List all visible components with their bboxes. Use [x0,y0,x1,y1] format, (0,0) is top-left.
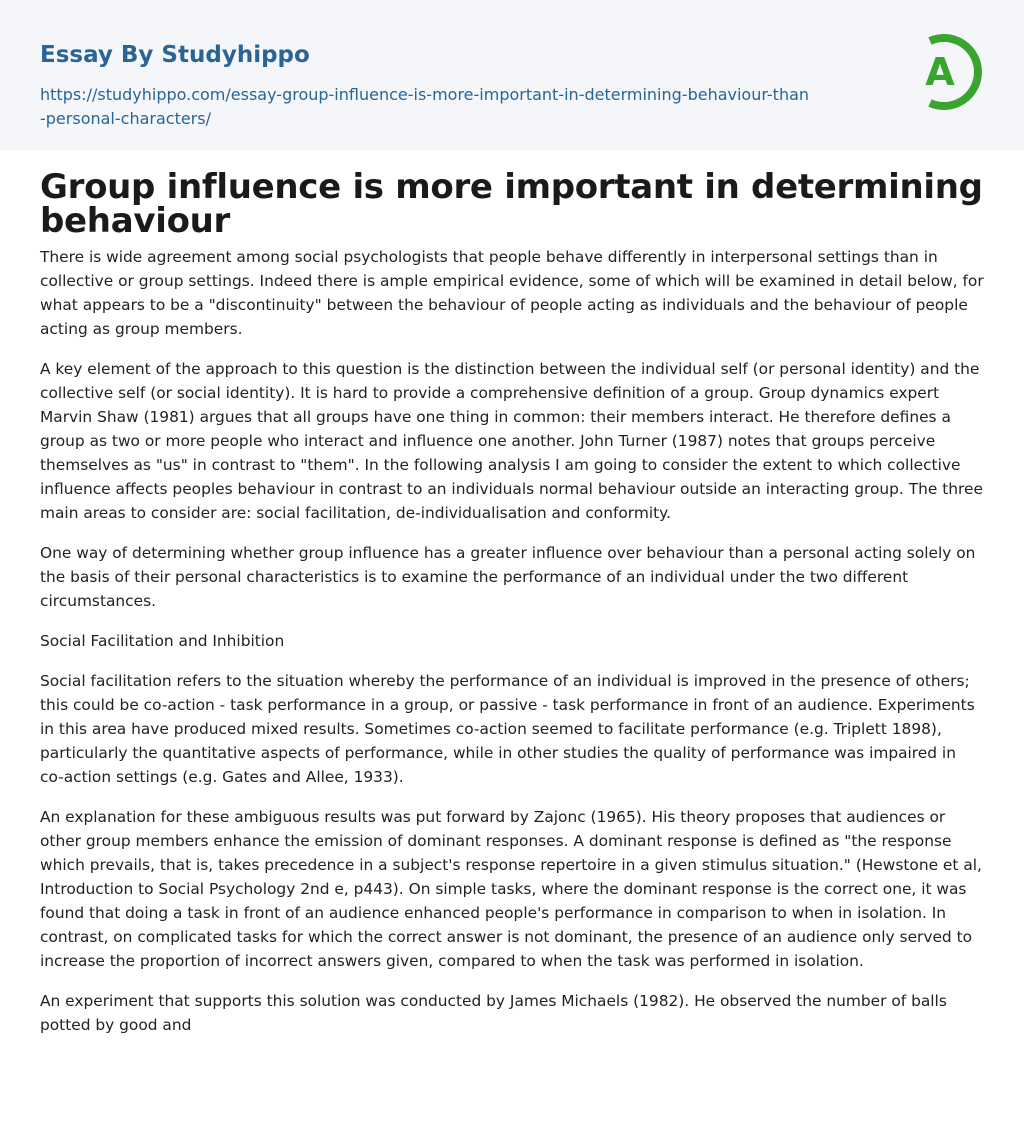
essay-paragraph: There is wide agreement among social psychologists that people behave differently in interpersonal settings than in collective or group settings. Indeed there is ample empirical evidence, some of which will be examined in detail below, for what appears to be a "discontinuity" between the behaviour of people acting as individuals and the behaviour of people acting as group members. [40,248,984,338]
essay-content [0,150,1024,1037]
essay-paragraph: An experiment that supports this solution was conducted by James Michaels (1982). He observed the number of balls potted by good and [40,992,947,1034]
site-header [0,0,1024,150]
brand-title: Essay By Studyhippo [40,42,310,68]
logo-letter: A [925,50,955,94]
studyhippo-logo-icon [912,30,986,114]
essay-title: Group influence is more important in determining behaviour [40,167,983,241]
essay-paragraph: One way of determining whether group influence has a greater influence over behaviour than a personal acting solely on the basis of their personal characteristics is to examine the performance of an individual under the two different circumstances. [40,544,976,610]
essay-paragraph: A key element of the approach to this question is the distinction between the individual self (or personal identity) and the collective self (or social identity). It is hard to provide a comprehensive definition of a group. Group dynamics expert Marvin Shaw (1981) argues that all groups have one thing in common: their members interact. He therefore defines a group as two or more people who interact and influence one another. John Turner (1987) notes that groups perceive themselves as "us" in contrast to "them". In the following analysis I am going to consider the extent to which collective influence affects peoples behaviour in contrast to an individuals normal behaviour outside an interacting group. The three main areas to consider are: social facilitation, de-individualisation and conformity. [40,360,983,522]
section-heading: Social Facilitation and Inhibition [40,632,285,650]
essay-paragraph: An explanation for these ambiguous results was put forward by Zajonc (1965). His theory proposes that audiences or other group members enhance the emission of dominant responses. A dominant response is defined as "the response which prevails, that is, takes precedence in a subject's response repertoire in a given stimulus situation." (Hewstone et al, Introduction to Social Psychology 2nd e, p443). On simple tasks, where the dominant response is the correct one, it was found that doing a task in front of an audience enhanced people's performance in comparison to when in isolation. In contrast, on complicated tasks for which the correct answer is not dominant, the presence of an audience only served to increase the proportion of incorrect answers given, compared to when the task was performed in isolation. [40,808,982,970]
essay-paragraph: Social facilitation refers to the situation whereby the performance of an individual is improved in the presence of others; this could be co-action - task performance in a group, or passive - task performance in front of an audience. Experiments in this area have produced mixed results. Sometimes co-action seemed to facilitate performance (e.g. Triplett 1898), particularly the quantitative aspects of performance, while in other studies the quality of performance was impaired in co-action settings (e.g. Gates and Allee, 1933). [40,672,975,786]
essay-url-link[interactable]: https://studyhippo.com/essay-group-influence-is-more-important-in-determining-behaviour-than-personal-characters/ [40,85,810,128]
